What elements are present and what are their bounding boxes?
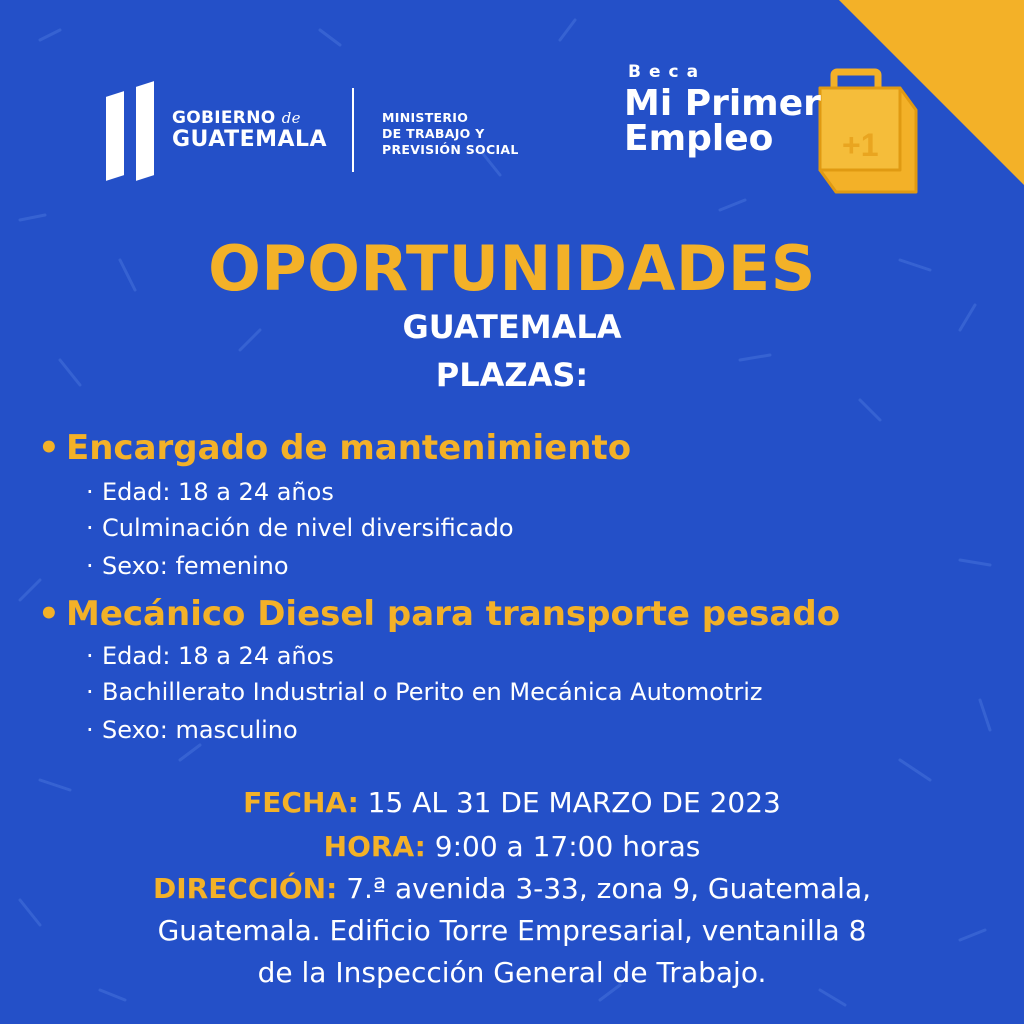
direccion-value: 7.ª avenida 3-33, zona 9, Guatemala, [346, 872, 871, 905]
requirement-item: · Sexo: femenino [86, 552, 289, 580]
badge-text: +1 [842, 127, 879, 163]
requirement-text: Sexo: femenino [102, 552, 289, 580]
government-name [172, 108, 327, 150]
program-line1: Mi Primer [624, 83, 821, 124]
requirement-text: Bachillerato Industrial o Perito en Mecánica Automotriz [102, 678, 763, 706]
job-title-text: Mecánico Diesel para transporte pesado [66, 594, 841, 634]
gov-name-de: de [281, 109, 301, 127]
requirement-item: · Edad: 18 a 24 años [86, 478, 334, 506]
program-line2: Empleo [624, 118, 774, 159]
gov-name-line2: GUATEMALA [172, 127, 328, 152]
gov-name-line1: GOBIERNO [172, 108, 276, 128]
requirement-text: Edad: 18 a 24 años [102, 642, 334, 670]
direccion-label: DIRECCIÓN: [153, 872, 338, 905]
plazas-label: PLAZAS: [435, 356, 589, 394]
ministry-line: PREVISIÓN SOCIAL [382, 142, 519, 157]
briefcase-icon [812, 66, 924, 198]
headline: OPORTUNIDADES [208, 232, 816, 305]
requirement-text: Culminación de nivel diversificado [102, 514, 514, 542]
government-logo-icon [106, 84, 158, 178]
requirement-text: Sexo: masculino [102, 716, 298, 744]
job-title-text: Encargado de mantenimiento [66, 428, 632, 468]
direccion-line3: de la Inspección General de Trabajo. [257, 956, 767, 989]
requirement-item: · Edad: 18 a 24 años [86, 642, 334, 670]
direccion-line2: Guatemala. Edificio Torre Empresarial, ventanilla 8 [157, 914, 867, 947]
program-title [624, 83, 821, 159]
fecha-line [0, 786, 1024, 819]
ministry-line: MINISTERIO [382, 110, 469, 125]
fecha-label: FECHA: [243, 786, 359, 819]
requirement-item: · Bachillerato Industrial o Perito en Mecánica Automotriz [86, 678, 763, 706]
requirement-item: · Sexo: masculino [86, 716, 298, 744]
hora-value: 9:00 a 17:00 horas [434, 830, 701, 863]
hora-label: HORA: [323, 830, 426, 863]
requirement-item: · Culminación de nivel diversificado [86, 514, 514, 542]
requirement-text: Edad: 18 a 24 años [102, 478, 334, 506]
ministry-line: DE TRABAJO Y [382, 126, 485, 141]
header-divider [352, 88, 354, 172]
job-title: • Encargado de mantenimiento [38, 428, 632, 468]
ministry-name [382, 110, 519, 158]
beca-label: Beca [628, 62, 707, 82]
job-title: • Mecánico Diesel para transporte pesado [38, 594, 841, 634]
hora-line [0, 830, 1024, 863]
direccion-line [0, 872, 1024, 905]
location: GUATEMALA [402, 308, 622, 346]
fecha-value: 15 AL 31 DE MARZO DE 2023 [367, 786, 781, 819]
